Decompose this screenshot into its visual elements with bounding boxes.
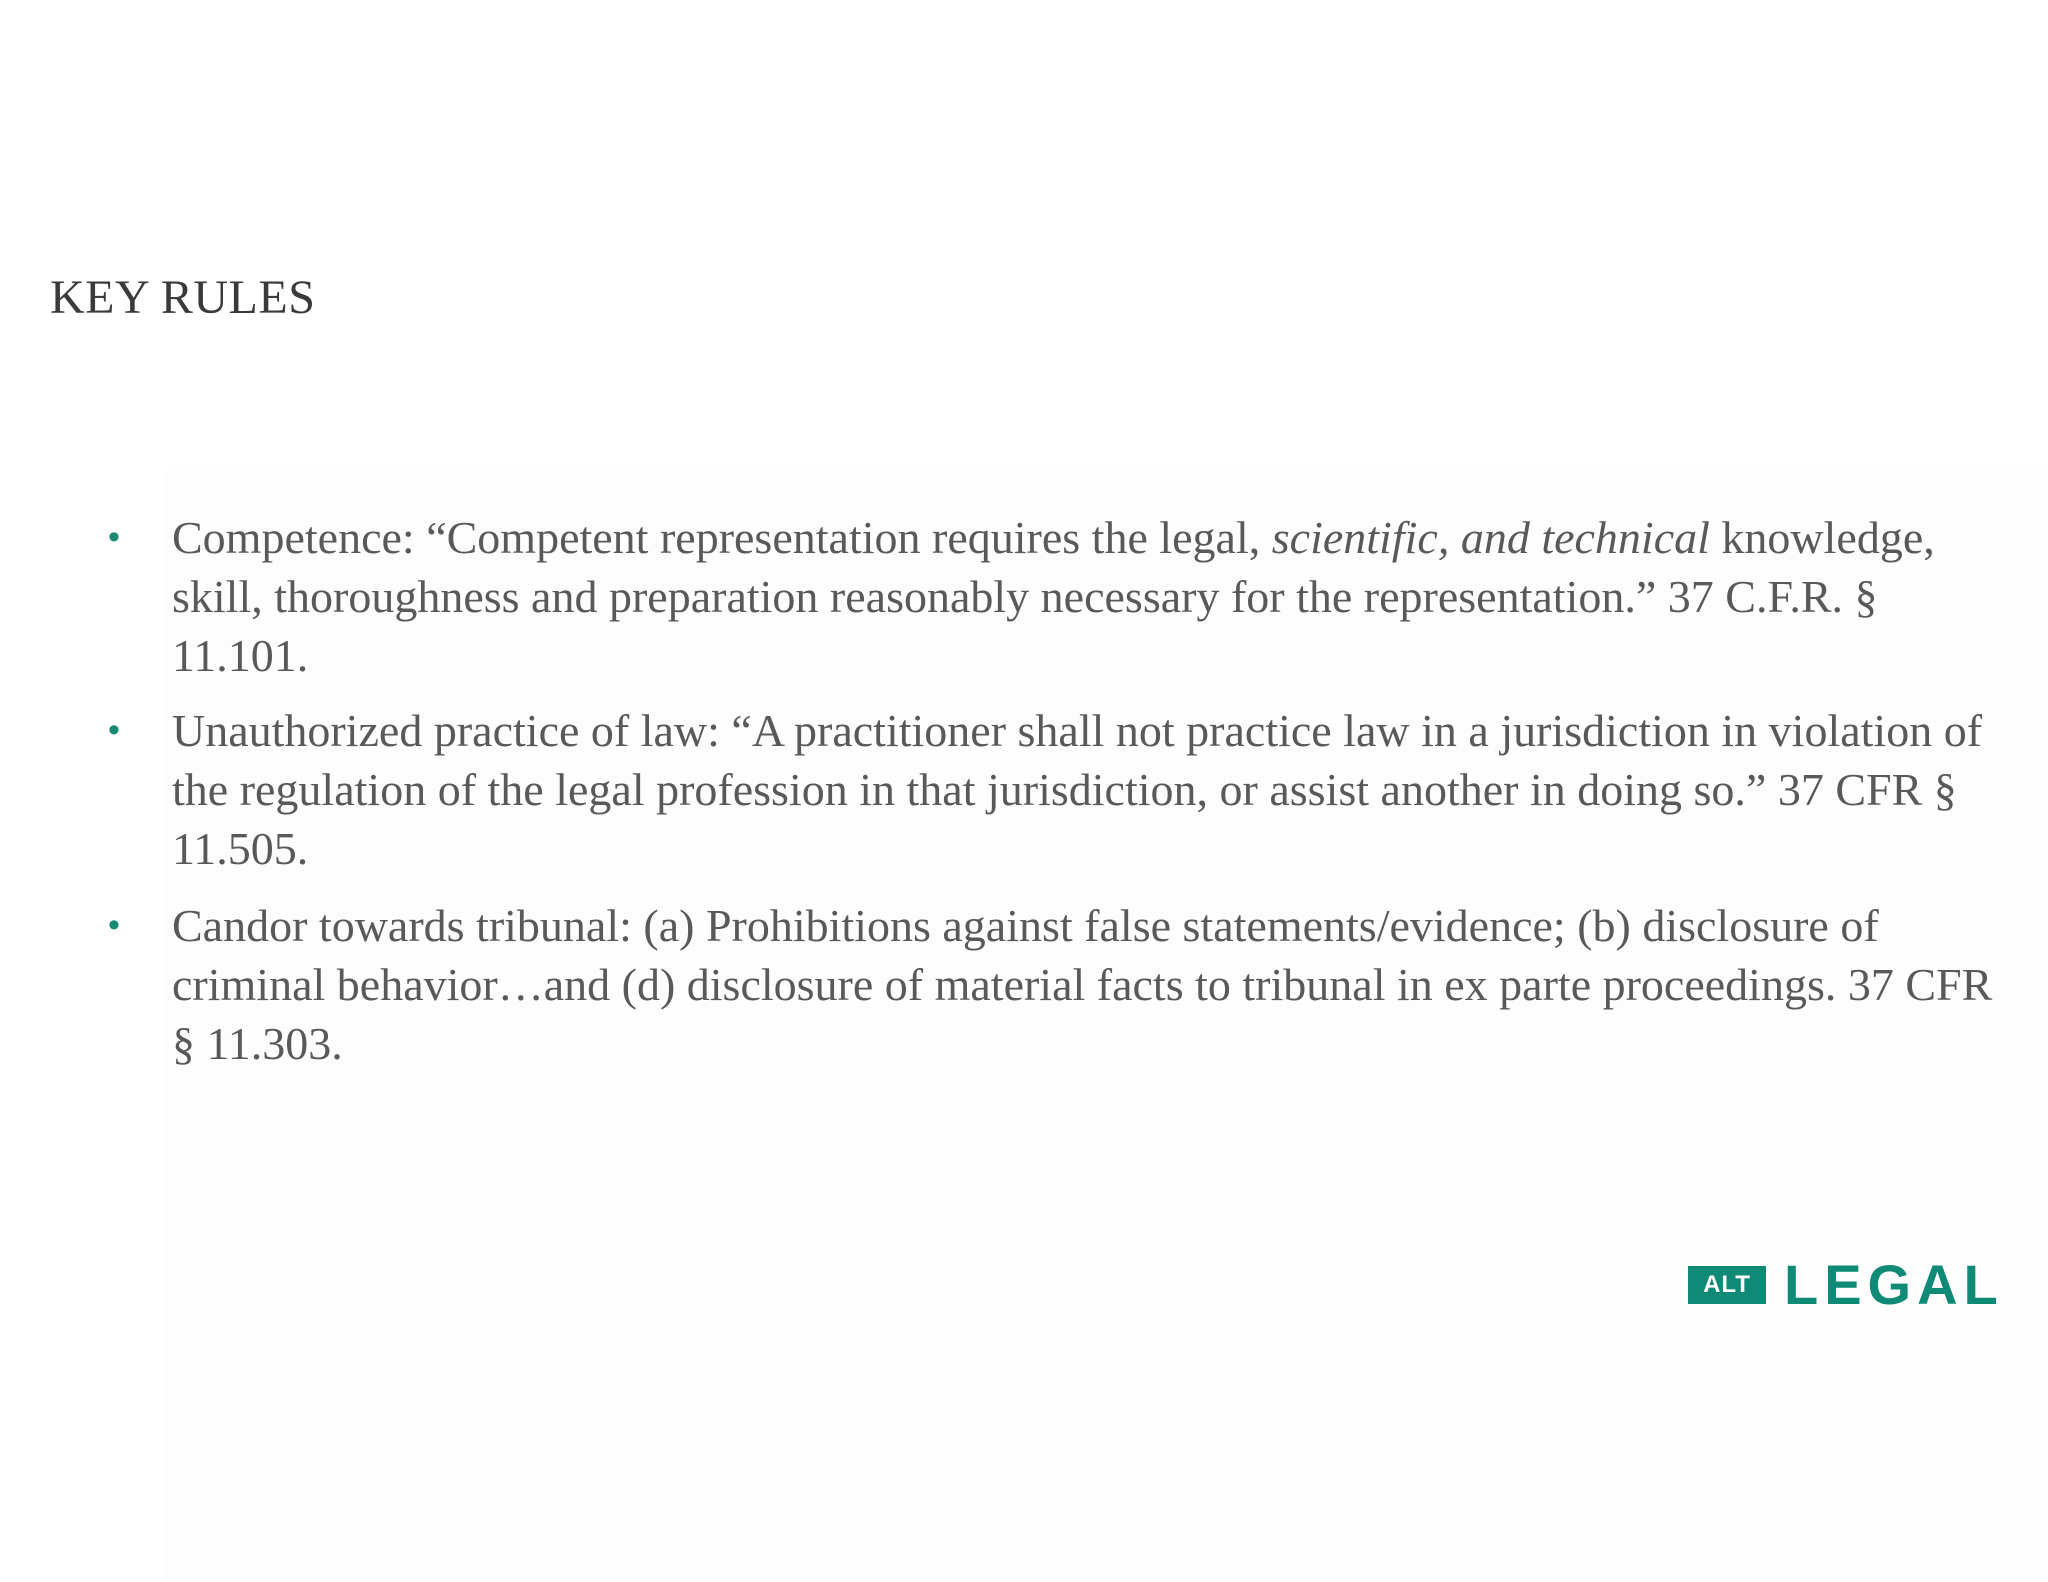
bullet-icon: •	[108, 711, 120, 749]
logo-badge: ALT	[1688, 1266, 1766, 1304]
bullet-icon: •	[108, 906, 120, 944]
rule-text	[172, 701, 2008, 878]
bullet-icon: •	[108, 518, 120, 556]
rule-item-competence	[108, 508, 2008, 685]
rule-item-unauthorized-practice	[108, 701, 2008, 878]
rule-item-candor	[108, 896, 2008, 1073]
rule-lead: Unauthorized practice of law: “A practitioner shall not practice law in a jurisdiction in violation of the regulation of the legal profession in that jurisdiction, or assist another in doing so.” 37 CFR § 11.505.	[172, 705, 1983, 874]
logo-wordmark: LEGAL	[1784, 1253, 2004, 1316]
rule-lead: Candor towards tribunal: (a) Prohibitions against false statements/evidence; (b) disclosure of criminal behavior…and (d) disclosure of material facts to tribunal in ex parte proceedings. 37 CFR § 11.303.	[172, 900, 1993, 1069]
slide-title: KEY RULES	[50, 271, 316, 324]
rule-emphasis: scientific, and technical	[1271, 512, 1710, 563]
rule-lead: Competence: “Competent representation requires the legal,	[172, 512, 1272, 563]
alt-legal-logo	[1688, 1253, 2004, 1316]
rule-rest: knowledge, skill, thoroughness and preparation reasonably necessary for the representation.” 37 C.F.R. § 11.101.	[172, 512, 1935, 681]
rule-text	[172, 508, 2008, 685]
rule-text	[172, 896, 2008, 1073]
rules-list	[108, 508, 2008, 1089]
